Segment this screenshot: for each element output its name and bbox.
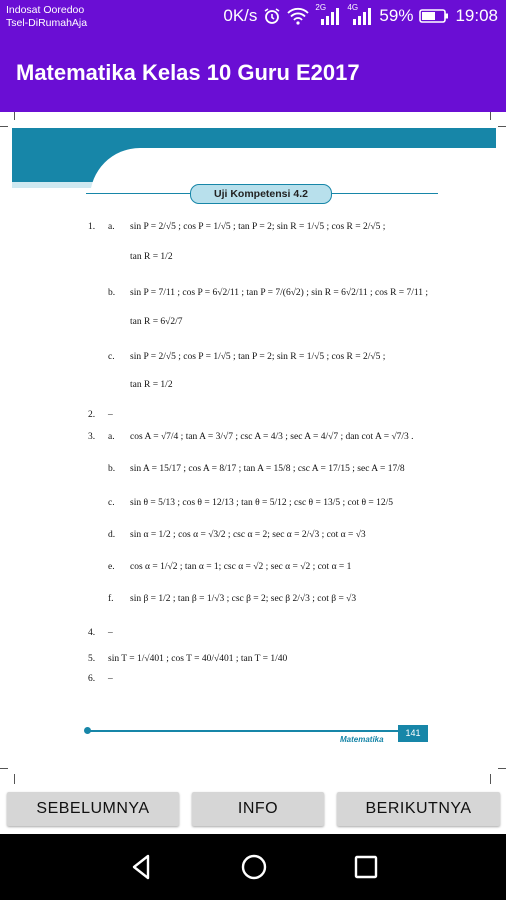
answer-number: 2. xyxy=(88,410,96,420)
answer-number: 4. xyxy=(88,628,96,638)
answer-line: – xyxy=(108,674,113,684)
answer-line: sin P = 2/√5 ; cos P = 1/√5 ; tan P = 2; sin R = 1/√5 ; cos R = 2/√5 ; xyxy=(130,222,386,232)
crop-mark xyxy=(498,126,506,127)
button-bar xyxy=(0,784,506,834)
answer-label: b. xyxy=(108,288,116,298)
answer-line: tan R = 1/2 xyxy=(130,380,173,390)
signal-icon-2 xyxy=(347,7,373,25)
answer-number: 1. xyxy=(88,222,96,232)
footer-label: Matematika xyxy=(340,735,384,744)
answer-line: cos A = √7/4 ; tan A = 3/√7 ; csc A = 4/3 ; sec A = 4/√7 ; dan cot A = √7/3 . xyxy=(130,432,414,442)
answer-label: e. xyxy=(108,562,115,572)
info-button[interactable]: INFO xyxy=(192,792,324,826)
answer-number: 6. xyxy=(88,674,96,684)
answer-line: tan R = 6√2/7 xyxy=(130,317,183,327)
answer-line: – xyxy=(108,628,113,638)
crop-mark xyxy=(498,768,506,769)
page-viewer[interactable] xyxy=(0,112,506,784)
crop-mark xyxy=(0,126,8,127)
network-type-2g: 2G xyxy=(315,3,327,12)
battery-percent: 59% xyxy=(379,6,414,25)
answer-line: sin A = 15/17 ; cos A = 8/17 ; tan A = 15/8 ; csc A = 17/15 ; sec A = 17/8 xyxy=(130,464,405,474)
system-nav-bar xyxy=(0,834,506,900)
answer-line: sin β = 1/2 ; tan β = 1/√3 ; csc β = 2; sec β 2/√3 ; cot β = √3 xyxy=(130,594,357,604)
answer-line: cos α = 1/√2 ; tan α = 1; csc α = √2 ; sec α = √2 ; cot α = 1 xyxy=(130,562,352,572)
app-title: Matematika Kelas 10 Guru E2017 xyxy=(16,60,360,85)
back-icon[interactable] xyxy=(126,852,156,882)
answer-label: f. xyxy=(108,594,114,604)
crop-mark xyxy=(490,112,491,120)
crop-mark xyxy=(14,112,15,120)
answer-line: – xyxy=(108,410,113,420)
alarm-icon xyxy=(263,7,281,25)
app-bar xyxy=(0,36,506,112)
signal-4g xyxy=(347,3,373,25)
crop-mark xyxy=(0,768,8,769)
next-button[interactable]: BERIKUTNYA xyxy=(337,792,500,826)
prev-button[interactable]: SEBELUMNYA xyxy=(7,792,179,826)
answer-line: sin P = 7/11 ; cos P = 6√2/11 ; tan P = 7/(6√2) ; sin R = 6√2/11 ; cos R = 7/11 ; xyxy=(130,288,429,298)
status-icons xyxy=(223,3,498,26)
battery-icon xyxy=(419,8,449,24)
answer-label: a. xyxy=(108,432,115,442)
crop-mark xyxy=(490,774,491,784)
answer-line: sin P = 2/√5 ; cos P = 1/√5 ; tan P = 2; sin R = 1/√5 ; cos R = 2/√5 ; xyxy=(130,352,386,362)
recents-icon[interactable] xyxy=(351,852,381,882)
carrier-line-1: Indosat Ooredoo xyxy=(6,4,85,16)
answer-label: c. xyxy=(108,352,115,362)
answer-label: a. xyxy=(108,222,115,232)
answer-line: sin θ = 5/13 ; cos θ = 12/13 ; tan θ = 5/12 ; csc θ = 13/5 ; cot θ = 12/5 xyxy=(130,498,394,508)
crop-mark xyxy=(14,774,15,784)
answer-label: b. xyxy=(108,464,116,474)
answer-number: 5. xyxy=(88,654,96,664)
carrier-line-2: Tsel-DiRumahAja xyxy=(6,17,88,29)
answer-line: sin T = 1/√401 ; cos T = 40/√401 ; tan T = 1/40 xyxy=(108,654,288,664)
answer-label: d. xyxy=(108,530,116,540)
clock: 19:08 xyxy=(455,6,498,25)
wifi-icon xyxy=(287,7,309,25)
section-title: Uji Kompetensi 4.2 xyxy=(190,184,332,204)
home-icon[interactable] xyxy=(239,852,269,882)
signal-icon xyxy=(315,7,341,25)
answer-label: c. xyxy=(108,498,115,508)
carrier-info xyxy=(6,4,87,30)
answer-line: sin α = 1/2 ; cos α = √3/2 ; csc α = 2; sec α = 2/√3 ; cot α = √3 xyxy=(130,530,366,540)
answer-number: 3. xyxy=(88,432,96,442)
signal-2g xyxy=(315,3,341,25)
status-bar xyxy=(0,0,506,36)
network-speed: 0K/s xyxy=(223,6,258,25)
network-type-4g: 4G xyxy=(347,3,359,12)
answer-line: tan R = 1/2 xyxy=(130,252,173,262)
page-number: 141 xyxy=(398,725,428,742)
footer-rule xyxy=(86,730,398,732)
